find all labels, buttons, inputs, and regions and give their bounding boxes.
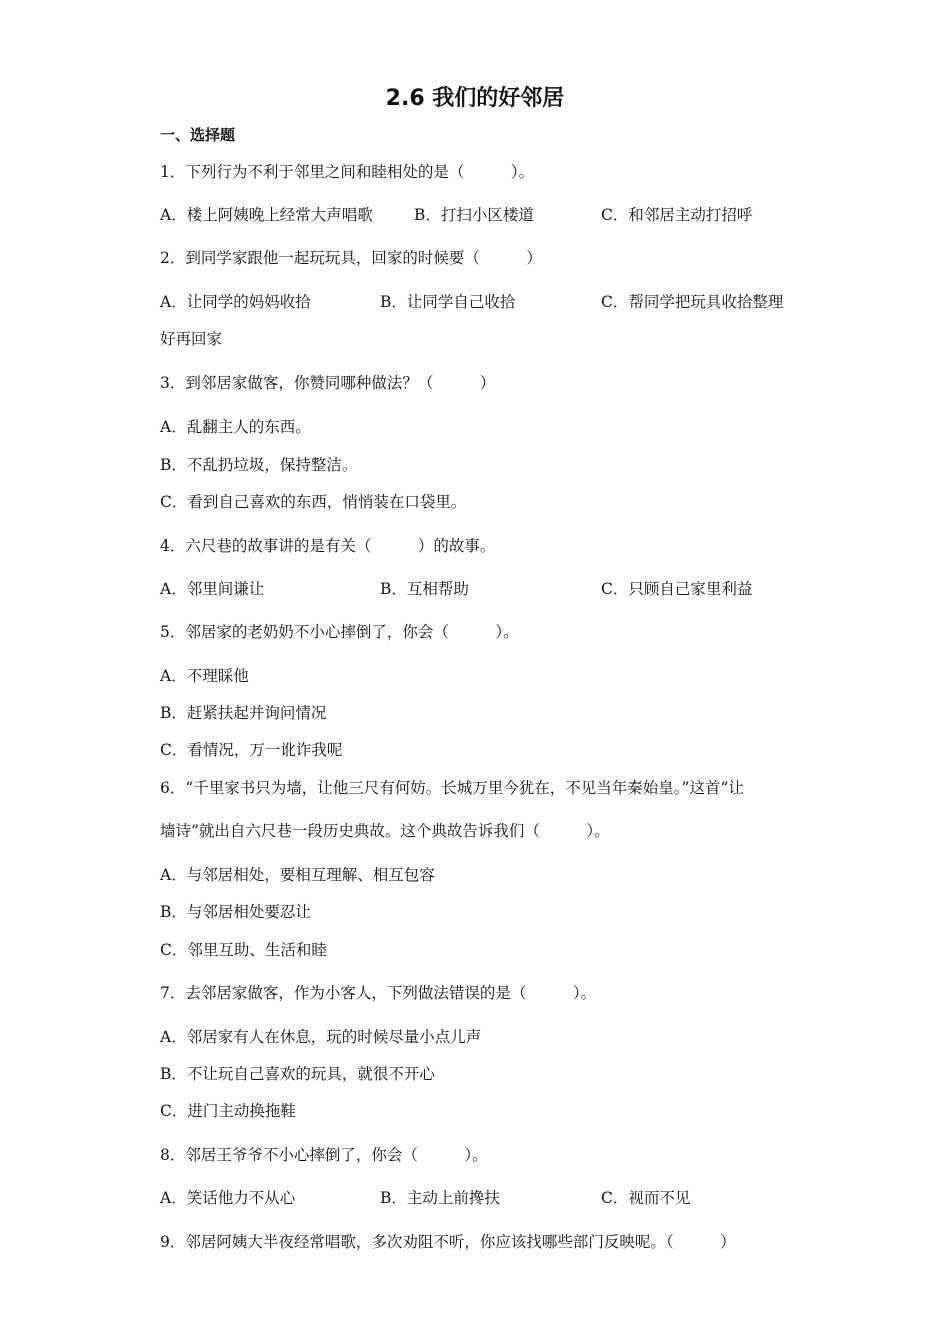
page-title: 2.6 我们的好邻居	[385, 86, 565, 111]
option-a: A．乱翻主人的东西。	[160, 418, 311, 436]
question-2-options	[160, 292, 783, 312]
question-6-continued: 墙诗”就出自六尺巷一段历史典故。这个典故告诉我们（ ）。	[160, 822, 610, 840]
option-b: B．赶紧扶起并询问情况	[160, 704, 327, 722]
question-4-options	[160, 579, 752, 599]
option-c-continued: 好再回家	[160, 330, 223, 348]
option-a: A．笑话他力不从心	[160, 1189, 296, 1207]
question-7: 7．去邻居家做客，作为小客人，下列做法错误的是（ ）。	[160, 984, 597, 1002]
option-b: B．不让玩自己喜欢的玩具，就很不开心	[160, 1065, 435, 1083]
question-9: 9．邻居阿姨大半夜经常唱歌，多次劝阻不听，你应该找哪些部门反映呢。（ ）	[160, 1233, 736, 1251]
option-b: B．互相帮助	[380, 580, 469, 598]
option-c: C．帮同学把玩具收拾整理	[601, 293, 784, 311]
question-5: 5．邻居家的老奶奶不小心摔倒了，你会（ ）。	[160, 623, 519, 641]
question-2: 2．到同学家跟他一起玩玩具，回家的时候要（ ）	[160, 249, 542, 267]
option-a: A．让同学的妈妈收拾	[160, 293, 311, 311]
option-c: C．进门主动换拖鞋	[160, 1102, 296, 1120]
option-a: A．邻居家有人在休息，玩的时候尽量小点儿声	[160, 1028, 482, 1046]
option-a: A．楼上阿姨晚上经常大声唱歌	[160, 206, 373, 224]
option-c: C．视而不见	[601, 1189, 691, 1207]
section-heading: 一、选择题	[160, 126, 236, 144]
option-b: B．主动上前搀扶	[380, 1189, 500, 1207]
option-b: B．打扫小区楼道	[414, 206, 534, 224]
question-4: 4．六尺巷的故事讲的是有关（ ）的故事。	[160, 537, 496, 555]
option-c: C．只顾自己家里利益	[601, 580, 753, 598]
question-6: 6．“千里家书只为墙，让他三尺有何妨。长城万里今犹在，不见当年秦始皇。”这首“让	[160, 779, 744, 797]
question-3: 3．到邻居家做客，你赞同哪种做法？（ ）	[160, 374, 496, 392]
option-c: C．和邻居主动打招呼	[601, 206, 753, 224]
option-a: A．与邻居相处，要相互理解、相互包容	[160, 866, 435, 884]
option-c: C．看到自己喜欢的东西，悄悄装在口袋里。	[160, 493, 467, 511]
option-a: A．邻里间谦让	[160, 580, 265, 598]
option-b: B．与邻居相处要忍让	[160, 903, 311, 921]
question-1-options	[160, 205, 752, 225]
option-b: B．不乱扔垃圾，保持整洁。	[160, 456, 358, 474]
question-1: 1．下列行为不利于邻里之间和睦相处的是（ ）。	[160, 163, 535, 181]
option-b: B．让同学自己收拾	[380, 293, 516, 311]
option-a: A．不理睬他	[160, 667, 249, 685]
option-c: C．邻里互助、生活和睦	[160, 941, 327, 959]
option-c: C．看情况，万一讹诈我呢	[160, 741, 343, 759]
question-8: 8．邻居王爷爷不小心摔倒了，你会（ ）。	[160, 1146, 488, 1164]
question-8-options	[160, 1188, 690, 1208]
